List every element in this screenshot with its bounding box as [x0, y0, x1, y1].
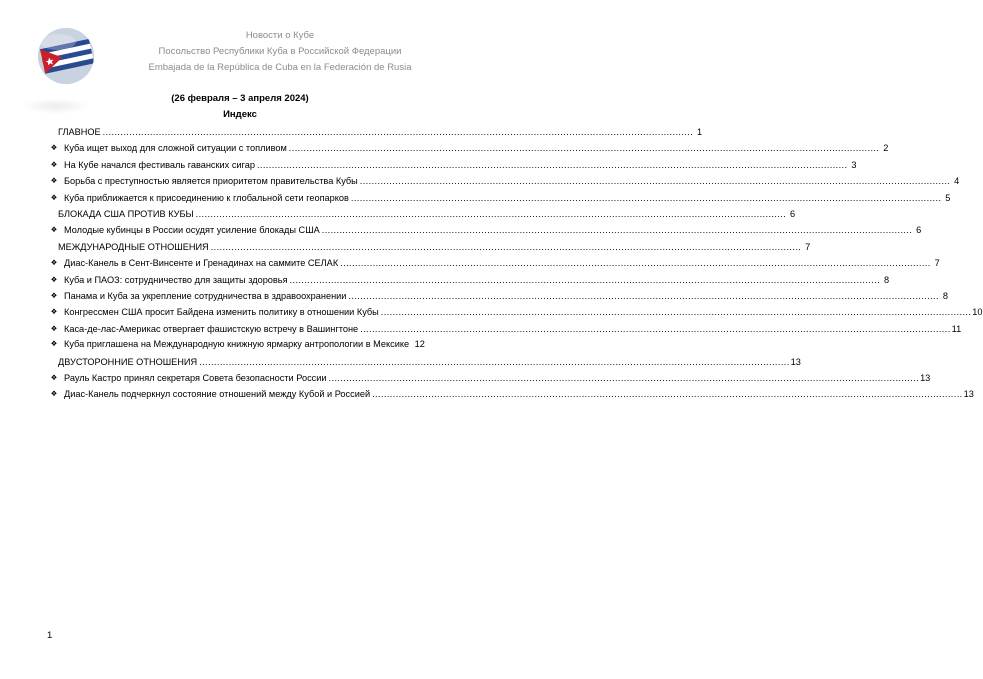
- toc-page: 2: [883, 143, 889, 154]
- toc-page: 6: [790, 208, 796, 219]
- dot-leader: ........................................................................................................................................................................................................: [360, 323, 951, 334]
- header-embassy-ru: Посольство Республики Куба в Российской Федерации: [158, 46, 402, 57]
- toc-entry[interactable]: [48, 321, 962, 337]
- diamond-bullet-icon: ❖: [50, 307, 58, 317]
- toc-entry[interactable]: [48, 157, 857, 173]
- dot-leader: ........................................................................................................................................................................................................: [348, 290, 939, 301]
- toc-page: 13: [963, 389, 974, 400]
- toc-label: Конгрессмен США просит Байдена изменить политику в отношении Кубы: [64, 307, 379, 318]
- toc-page: 6: [916, 225, 922, 236]
- dot-leader: ........................................................................................................................................................................................................: [328, 372, 920, 383]
- toc-page: 7: [805, 241, 811, 252]
- toc-page: 3: [851, 159, 857, 170]
- toc-page: 8: [883, 274, 890, 285]
- toc-label: Борьба с преступностью является приоритетом правительства Кубы: [64, 176, 358, 187]
- toc-label: Молодые кубинцы в России осудят усиление блокады США: [64, 225, 320, 236]
- dot-leader: ........................................................................................................................................................................................................: [256, 159, 848, 170]
- dot-leader: ........................................................................................................................................................................................................: [288, 143, 880, 154]
- table-of-contents: [48, 124, 983, 403]
- dot-leader: ........................................................................................................................................................................................................: [340, 258, 931, 269]
- toc-section-main[interactable]: [48, 124, 703, 140]
- diamond-bullet-icon: ❖: [50, 323, 58, 333]
- dot-leader: ........................................................................................................................................................................................................: [195, 208, 787, 219]
- toc-page: 4: [954, 176, 960, 187]
- toc-entry[interactable]: [48, 190, 951, 206]
- toc-page: 12: [414, 339, 425, 350]
- dot-leader: ........................................................................................................................................................................................................: [210, 241, 802, 252]
- toc-entry[interactable]: [48, 222, 922, 238]
- dot-leader: ........................................................................................................................................................................................................: [199, 356, 790, 367]
- date-range: (26 февраля – 3 апреля 2024): [171, 93, 309, 104]
- toc-label: ДВУСТОРОННИЕ ОТНОШЕНИЯ: [58, 356, 198, 367]
- toc-entry[interactable]: [48, 255, 940, 271]
- toc-page: 8: [942, 290, 948, 301]
- diamond-bullet-icon: ❖: [50, 143, 58, 153]
- dot-leader: ........................................................................................................................................................................................................: [321, 225, 913, 236]
- toc-entry[interactable]: [48, 173, 960, 189]
- toc-entry[interactable]: [48, 140, 889, 156]
- page-number: 1: [47, 630, 53, 641]
- toc-page: 11: [951, 323, 962, 334]
- diamond-bullet-icon: ❖: [50, 274, 58, 284]
- toc-label: Куба и ПАОЗ: сотрудничество для защиты здоровья: [64, 274, 288, 285]
- toc-label: На Кубе начался фестиваль гаванских сигар: [64, 159, 255, 170]
- toc-section-bilateral[interactable]: [48, 354, 801, 370]
- toc-entry[interactable]: [48, 288, 948, 304]
- toc-label: БЛОКАДА США ПРОТИВ КУБЫ: [58, 208, 194, 219]
- toc-page: 13: [790, 356, 801, 367]
- dot-leader: ........................................................................................................................................................................................................: [372, 389, 963, 400]
- diamond-bullet-icon: ❖: [50, 339, 58, 349]
- diamond-bullet-icon: ❖: [50, 192, 58, 202]
- toc-label: Куба ищет выход для сложной ситуации с топливом: [64, 143, 287, 154]
- toc-entry[interactable]: [48, 370, 931, 386]
- diamond-bullet-icon: ❖: [50, 290, 58, 300]
- diamond-bullet-icon: ❖: [50, 372, 58, 382]
- dot-leader: ........................................................................................................................................................................................................: [350, 192, 942, 203]
- toc-label: Куба приглашена на Международную книжную ярмарку антропологии в Мексике: [64, 339, 410, 350]
- diamond-bullet-icon: ❖: [50, 225, 58, 235]
- toc-section-international[interactable]: [48, 239, 811, 255]
- dot-leader: ........................................................................................................................................................................................................: [289, 274, 881, 285]
- diamond-bullet-icon: ❖: [50, 159, 58, 169]
- toc-label: ГЛАВНОЕ: [58, 126, 101, 137]
- toc-label: Каса-де-лас-Америкас отвергает фашистскую встречу в Вашингтоне: [64, 323, 359, 334]
- toc-page: 10: [972, 307, 983, 318]
- toc-page: 1: [697, 126, 703, 137]
- header-embassy-es: Embajada de la República de Cuba en la Federación de Rusia: [148, 62, 412, 73]
- toc-label: Рауль Кастро принял секретаря Совета безопасности России: [64, 372, 327, 383]
- toc-entry[interactable]: [48, 337, 443, 354]
- toc-entry[interactable]: [48, 386, 974, 402]
- toc-entry[interactable]: [48, 272, 890, 288]
- dot-leader: ........................................................................................................................................................................................................: [380, 307, 972, 318]
- diamond-bullet-icon: ❖: [50, 258, 58, 268]
- dot-leader: ........................................................................................................................................................................................................: [359, 176, 951, 187]
- toc-page: 13: [920, 372, 931, 383]
- toc-page: 7: [934, 258, 940, 269]
- dot-leader: ........................................................................................................................................................................................................: [102, 126, 694, 137]
- header-title: Новости о Кубе: [245, 30, 315, 41]
- diamond-bullet-icon: ❖: [50, 176, 58, 186]
- toc-label: Диас-Канель в Сент-Винсенте и Гренадинах на саммите СЕЛАК: [64, 258, 339, 269]
- toc-label: Диас-Канель подчеркнул состояние отношений между Кубой и Россией: [64, 389, 371, 400]
- toc-label: Куба приближается к присоединению к глобальной сети геопарков: [64, 192, 349, 203]
- index-title: Индекс: [223, 109, 257, 120]
- toc-label: Панама и Куба за укрепление сотрудничества в здравоохранении: [64, 290, 347, 301]
- toc-entry[interactable]: [48, 304, 983, 320]
- toc-section-blockade[interactable]: [48, 206, 796, 222]
- toc-page: 5: [945, 192, 951, 203]
- diamond-bullet-icon: ❖: [50, 389, 58, 399]
- toc-label: МЕЖДУНАРОДНЫЕ ОТНОШЕНИЯ: [58, 241, 209, 252]
